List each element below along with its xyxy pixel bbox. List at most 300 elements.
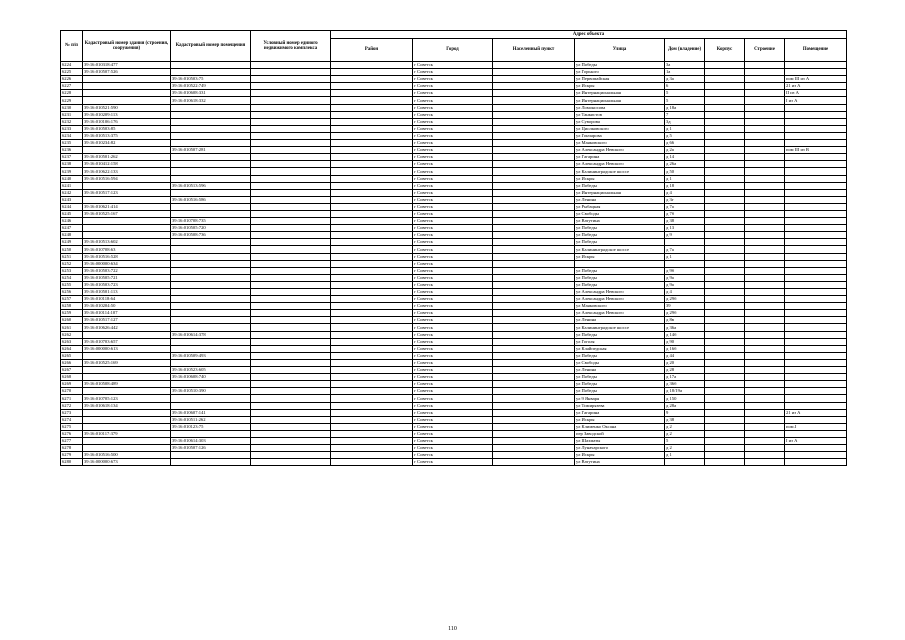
table-row	[61, 69, 847, 76]
building-cadastral-cell	[83, 182, 171, 189]
house-cell: 5	[665, 90, 705, 97]
corpus-cell	[705, 402, 745, 409]
corpus-cell	[705, 218, 745, 225]
house-cell: д 8в	[665, 317, 705, 324]
street-cell: ул Ватутина	[575, 218, 665, 225]
room-cadastral-cell	[171, 175, 251, 182]
corpus-cell	[705, 125, 745, 132]
complex-number-cell	[251, 352, 331, 359]
row-number: 6271	[61, 395, 83, 402]
region-cell	[331, 374, 413, 381]
complex-number-cell	[251, 331, 331, 338]
room-cadastral-cell: 39:16:010607:141	[171, 409, 251, 416]
city-cell: г Советск	[413, 182, 493, 189]
corpus-cell	[705, 140, 745, 147]
header-street: Улица	[575, 39, 665, 62]
region-cell	[331, 182, 413, 189]
settlement-cell	[493, 196, 575, 203]
settlement-cell	[493, 125, 575, 132]
premise-cell	[785, 281, 847, 288]
room-cadastral-cell	[171, 104, 251, 111]
building-cadastral-cell	[83, 445, 171, 452]
city-cell: г Советск	[413, 452, 493, 459]
street-cell: ул Танкистов	[575, 111, 665, 118]
street-cell: ул Луначарского	[575, 445, 665, 452]
complex-number-cell	[251, 430, 331, 437]
corpus-cell	[705, 132, 745, 139]
table-row	[61, 210, 847, 217]
complex-number-cell	[251, 69, 331, 76]
row-number: 6236	[61, 147, 83, 154]
city-cell: г Советск	[413, 225, 493, 232]
room-cadastral-cell	[171, 154, 251, 161]
street-cell: ул Ватутина	[575, 459, 665, 466]
street-cell: ул Свободы	[575, 210, 665, 217]
region-cell	[331, 175, 413, 182]
complex-number-cell	[251, 324, 331, 331]
room-cadastral-cell	[171, 111, 251, 118]
house-cell: д 3а	[665, 76, 705, 83]
room-cadastral-cell: 39:16:010708:735	[171, 218, 251, 225]
complex-number-cell	[251, 83, 331, 90]
row-number: 6247	[61, 225, 83, 232]
house-cell: д 90	[665, 338, 705, 345]
room-cadastral-cell	[171, 359, 251, 366]
table-row	[61, 140, 847, 147]
street-cell: ул Клименко Оксана	[575, 423, 665, 430]
building-cadastral-cell	[83, 83, 171, 90]
region-cell	[331, 445, 413, 452]
settlement-cell	[493, 69, 575, 76]
building-cadastral-cell: 39:16:010516:500	[83, 452, 171, 459]
structure-cell	[745, 374, 785, 381]
complex-number-cell	[251, 154, 331, 161]
building-cadastral-cell	[83, 437, 171, 444]
house-cell: д 16б	[665, 345, 705, 352]
premise-cell: I из А	[785, 437, 847, 444]
street-cell: ул Ленина	[575, 317, 665, 324]
structure-cell	[745, 402, 785, 409]
city-cell: г Советск	[413, 310, 493, 317]
table-row	[61, 359, 847, 366]
row-number: 6231	[61, 111, 83, 118]
city-cell: г Советск	[413, 168, 493, 175]
street-cell: ул Клайпедская	[575, 345, 665, 352]
structure-cell	[745, 125, 785, 132]
structure-cell	[745, 69, 785, 76]
premise-cell	[785, 118, 847, 125]
complex-number-cell	[251, 104, 331, 111]
complex-number-cell	[251, 402, 331, 409]
region-cell	[331, 253, 413, 260]
table-row	[61, 62, 847, 69]
header-structure: Строение	[745, 39, 785, 62]
row-number: 6272	[61, 402, 83, 409]
room-cadastral-cell	[171, 317, 251, 324]
structure-cell	[745, 253, 785, 260]
street-cell: ул Александра Невского	[575, 161, 665, 168]
house-cell: д 38	[665, 218, 705, 225]
row-number: 6267	[61, 367, 83, 374]
corpus-cell	[705, 317, 745, 324]
street-cell: ул Победы	[575, 62, 665, 69]
complex-number-cell	[251, 90, 331, 97]
complex-number-cell	[251, 189, 331, 196]
header-complex-number: Условный номер единого недвижимого комплекса	[251, 31, 331, 62]
structure-cell	[745, 303, 785, 310]
row-number: 6244	[61, 203, 83, 210]
premise-cell	[785, 381, 847, 388]
region-cell	[331, 303, 413, 310]
premise-cell: I из А	[785, 97, 847, 104]
premise-cell	[785, 331, 847, 338]
corpus-cell	[705, 352, 745, 359]
settlement-cell	[493, 310, 575, 317]
complex-number-cell	[251, 140, 331, 147]
corpus-cell	[705, 367, 745, 374]
building-cadastral-cell: 39:16:010513:375	[83, 132, 171, 139]
settlement-cell	[493, 111, 575, 118]
building-cadastral-cell	[83, 218, 171, 225]
corpus-cell	[705, 253, 745, 260]
corpus-cell	[705, 459, 745, 466]
building-cadastral-cell	[83, 225, 171, 232]
street-cell: ул Гагарина	[575, 154, 665, 161]
city-cell: г Советск	[413, 260, 493, 267]
row-number: 6228	[61, 90, 83, 97]
room-cadastral-cell	[171, 140, 251, 147]
house-cell: д 7а	[665, 246, 705, 253]
row-number: 6241	[61, 182, 83, 189]
header-premise: Помещение	[785, 39, 847, 62]
region-cell	[331, 324, 413, 331]
corpus-cell	[705, 203, 745, 210]
house-cell: д 18а	[665, 104, 705, 111]
settlement-cell	[493, 402, 575, 409]
region-cell	[331, 402, 413, 409]
row-number: 6258	[61, 303, 83, 310]
room-cadastral-cell	[171, 452, 251, 459]
table-row	[61, 189, 847, 196]
room-cadastral-cell	[171, 62, 251, 69]
street-cell: ул Победы	[575, 182, 665, 189]
room-cadastral-cell: 39:16:010522:749	[171, 83, 251, 90]
settlement-cell	[493, 118, 575, 125]
building-cadastral-cell: 39:16:000000:673	[83, 459, 171, 466]
house-cell	[665, 459, 705, 466]
table-row	[61, 367, 847, 374]
street-cell: ул Искры	[575, 175, 665, 182]
premise-cell	[785, 232, 847, 239]
complex-number-cell	[251, 296, 331, 303]
room-cadastral-cell: 39:16:010509:493	[171, 352, 251, 359]
table-row	[61, 132, 847, 139]
room-cadastral-cell	[171, 246, 251, 253]
room-cadastral-cell	[171, 125, 251, 132]
complex-number-cell	[251, 274, 331, 281]
complex-number-cell	[251, 218, 331, 225]
complex-number-cell	[251, 409, 331, 416]
settlement-cell	[493, 381, 575, 388]
house-cell: д 18	[665, 182, 705, 189]
house-cell: д 17а	[665, 374, 705, 381]
corpus-cell	[705, 359, 745, 366]
table-row	[61, 445, 847, 452]
house-cell: д 28а	[665, 402, 705, 409]
settlement-cell	[493, 345, 575, 352]
registry-rows	[61, 62, 847, 466]
house-cell: д 14	[665, 154, 705, 161]
row-number: 6266	[61, 359, 83, 366]
header-city: Город	[413, 39, 493, 62]
complex-number-cell	[251, 125, 331, 132]
house-cell: д 1	[665, 125, 705, 132]
complex-number-cell	[251, 168, 331, 175]
premise-cell	[785, 324, 847, 331]
complex-number-cell	[251, 203, 331, 210]
table-row	[61, 154, 847, 161]
row-number: 6277	[61, 437, 83, 444]
building-cadastral-cell: 39:16:010622:133	[83, 168, 171, 175]
structure-cell	[745, 388, 785, 395]
table-row	[61, 161, 847, 168]
table-row	[61, 111, 847, 118]
row-number: 6240	[61, 175, 83, 182]
corpus-cell	[705, 232, 745, 239]
room-cadastral-cell	[171, 303, 251, 310]
table-row	[61, 246, 847, 253]
house-cell: д 9а	[665, 274, 705, 281]
street-cell: ул Искры	[575, 253, 665, 260]
region-cell	[331, 359, 413, 366]
premise-cell	[785, 267, 847, 274]
city-cell: г Советск	[413, 267, 493, 274]
city-cell: г Советск	[413, 459, 493, 466]
table-row	[61, 97, 847, 104]
region-cell	[331, 239, 413, 246]
street-cell: ул Александра Невского	[575, 289, 665, 296]
table-row	[61, 175, 847, 182]
settlement-cell	[493, 267, 575, 274]
street-cell: ул Циолковского	[575, 125, 665, 132]
row-number: 6237	[61, 154, 83, 161]
building-cadastral-cell: 39:16:010503:723	[83, 281, 171, 288]
structure-cell	[745, 296, 785, 303]
room-cadastral-cell	[171, 132, 251, 139]
region-cell	[331, 154, 413, 161]
region-cell	[331, 395, 413, 402]
structure-cell	[745, 381, 785, 388]
table-row	[61, 274, 847, 281]
row-number: 6278	[61, 445, 83, 452]
city-cell: г Советск	[413, 338, 493, 345]
registry-table	[60, 30, 847, 466]
row-number: 6235	[61, 140, 83, 147]
region-cell	[331, 459, 413, 466]
city-cell: г Советск	[413, 430, 493, 437]
house-cell	[665, 260, 705, 267]
structure-cell	[745, 317, 785, 324]
structure-cell	[745, 246, 785, 253]
city-cell: г Советск	[413, 445, 493, 452]
street-cell: ул Свободы	[575, 359, 665, 366]
room-cadastral-cell: 39:16:010507:126	[171, 445, 251, 452]
complex-number-cell	[251, 395, 331, 402]
room-cadastral-cell	[171, 203, 251, 210]
city-cell: г Советск	[413, 132, 493, 139]
building-cadastral-cell	[83, 388, 171, 395]
room-cadastral-cell	[171, 281, 251, 288]
structure-cell	[745, 182, 785, 189]
region-cell	[331, 76, 413, 83]
complex-number-cell	[251, 317, 331, 324]
region-cell	[331, 437, 413, 444]
settlement-cell	[493, 437, 575, 444]
table-row	[61, 459, 847, 466]
row-number: 6227	[61, 83, 83, 90]
corpus-cell	[705, 154, 745, 161]
row-number: 6265	[61, 352, 83, 359]
complex-number-cell	[251, 367, 331, 374]
house-cell: д 66	[665, 140, 705, 147]
city-cell: г Советск	[413, 111, 493, 118]
structure-cell	[745, 175, 785, 182]
row-number: 6255	[61, 281, 83, 288]
street-cell: ул Победы	[575, 381, 665, 388]
premise-cell	[785, 132, 847, 139]
region-cell	[331, 388, 413, 395]
region-cell	[331, 125, 413, 132]
premise-cell	[785, 367, 847, 374]
structure-cell	[745, 459, 785, 466]
table-row	[61, 324, 847, 331]
room-cadastral-cell: 39:16:010513:596	[171, 182, 251, 189]
table-row	[61, 218, 847, 225]
street-cell: ул Ленина	[575, 367, 665, 374]
complex-number-cell	[251, 437, 331, 444]
house-cell: 1а	[665, 69, 705, 76]
street-cell: ул Победы	[575, 388, 665, 395]
row-number: 6274	[61, 416, 83, 423]
row-number: 6226	[61, 76, 83, 83]
complex-number-cell	[251, 161, 331, 168]
complex-number-cell	[251, 281, 331, 288]
city-cell: г Советск	[413, 232, 493, 239]
settlement-cell	[493, 175, 575, 182]
room-cadastral-cell	[171, 168, 251, 175]
row-number: 6242	[61, 189, 83, 196]
room-cadastral-cell	[171, 69, 251, 76]
row-number: 6269	[61, 381, 83, 388]
house-cell: 3а	[665, 62, 705, 69]
row-number: 6233	[61, 125, 83, 132]
table-row	[61, 260, 847, 267]
house-cell: д 2	[665, 430, 705, 437]
region-cell	[331, 140, 413, 147]
corpus-cell	[705, 161, 745, 168]
building-cadastral-cell: 39:16:010626:442	[83, 324, 171, 331]
row-number: 6279	[61, 452, 83, 459]
house-cell: д 18/19а	[665, 388, 705, 395]
settlement-cell	[493, 161, 575, 168]
table-row	[61, 125, 847, 132]
building-cadastral-cell: 39:16:010234:82	[83, 140, 171, 147]
structure-cell	[745, 267, 785, 274]
house-cell: д 13	[665, 225, 705, 232]
complex-number-cell	[251, 210, 331, 217]
region-cell	[331, 118, 413, 125]
table-row	[61, 381, 847, 388]
city-cell: г Советск	[413, 69, 493, 76]
settlement-cell	[493, 253, 575, 260]
room-cadastral-cell	[171, 253, 251, 260]
settlement-cell	[493, 274, 575, 281]
settlement-cell	[493, 423, 575, 430]
corpus-cell	[705, 76, 745, 83]
street-cell: ул Суворова	[575, 118, 665, 125]
street-cell: ул Победы	[575, 374, 665, 381]
corpus-cell	[705, 97, 745, 104]
table-row	[61, 430, 847, 437]
header-num: № п/п	[61, 31, 83, 62]
building-cadastral-cell	[83, 331, 171, 338]
premise-cell	[785, 359, 847, 366]
premise-cell	[785, 395, 847, 402]
settlement-cell	[493, 90, 575, 97]
corpus-cell	[705, 118, 745, 125]
registry-sheet	[60, 30, 846, 466]
region-cell	[331, 310, 413, 317]
city-cell: г Советск	[413, 359, 493, 366]
settlement-cell	[493, 62, 575, 69]
region-cell	[331, 381, 413, 388]
table-row	[61, 423, 847, 430]
header-house: Дом (владение)	[665, 39, 705, 62]
region-cell	[331, 189, 413, 196]
structure-cell	[745, 161, 785, 168]
building-cadastral-cell: 39:16:000000:613	[83, 345, 171, 352]
structure-cell	[745, 76, 785, 83]
building-cadastral-cell: 39:16:010517:127	[83, 317, 171, 324]
table-row	[61, 225, 847, 232]
city-cell: г Советск	[413, 324, 493, 331]
premise-cell	[785, 260, 847, 267]
room-cadastral-cell	[171, 210, 251, 217]
house-cell: д 3г	[665, 196, 705, 203]
region-cell	[331, 416, 413, 423]
building-cadastral-cell: 39:16:010621:414	[83, 203, 171, 210]
street-cell: ул Калининградское шоссе	[575, 324, 665, 331]
city-cell: г Советск	[413, 274, 493, 281]
complex-number-cell	[251, 196, 331, 203]
table-row	[61, 402, 847, 409]
complex-number-cell	[251, 147, 331, 154]
building-cadastral-cell: 39:16:010501:113	[83, 289, 171, 296]
settlement-cell	[493, 182, 575, 189]
city-cell: г Советск	[413, 140, 493, 147]
region-cell	[331, 338, 413, 345]
street-cell: ул Тимирязева	[575, 402, 665, 409]
street-cell: ул Горького	[575, 69, 665, 76]
settlement-cell	[493, 359, 575, 366]
room-cadastral-cell: 39:16:010511:262	[171, 416, 251, 423]
premise-cell	[785, 168, 847, 175]
premise-cell	[785, 289, 847, 296]
corpus-cell	[705, 225, 745, 232]
room-cadastral-cell	[171, 289, 251, 296]
corpus-cell	[705, 274, 745, 281]
room-cadastral-cell	[171, 239, 251, 246]
